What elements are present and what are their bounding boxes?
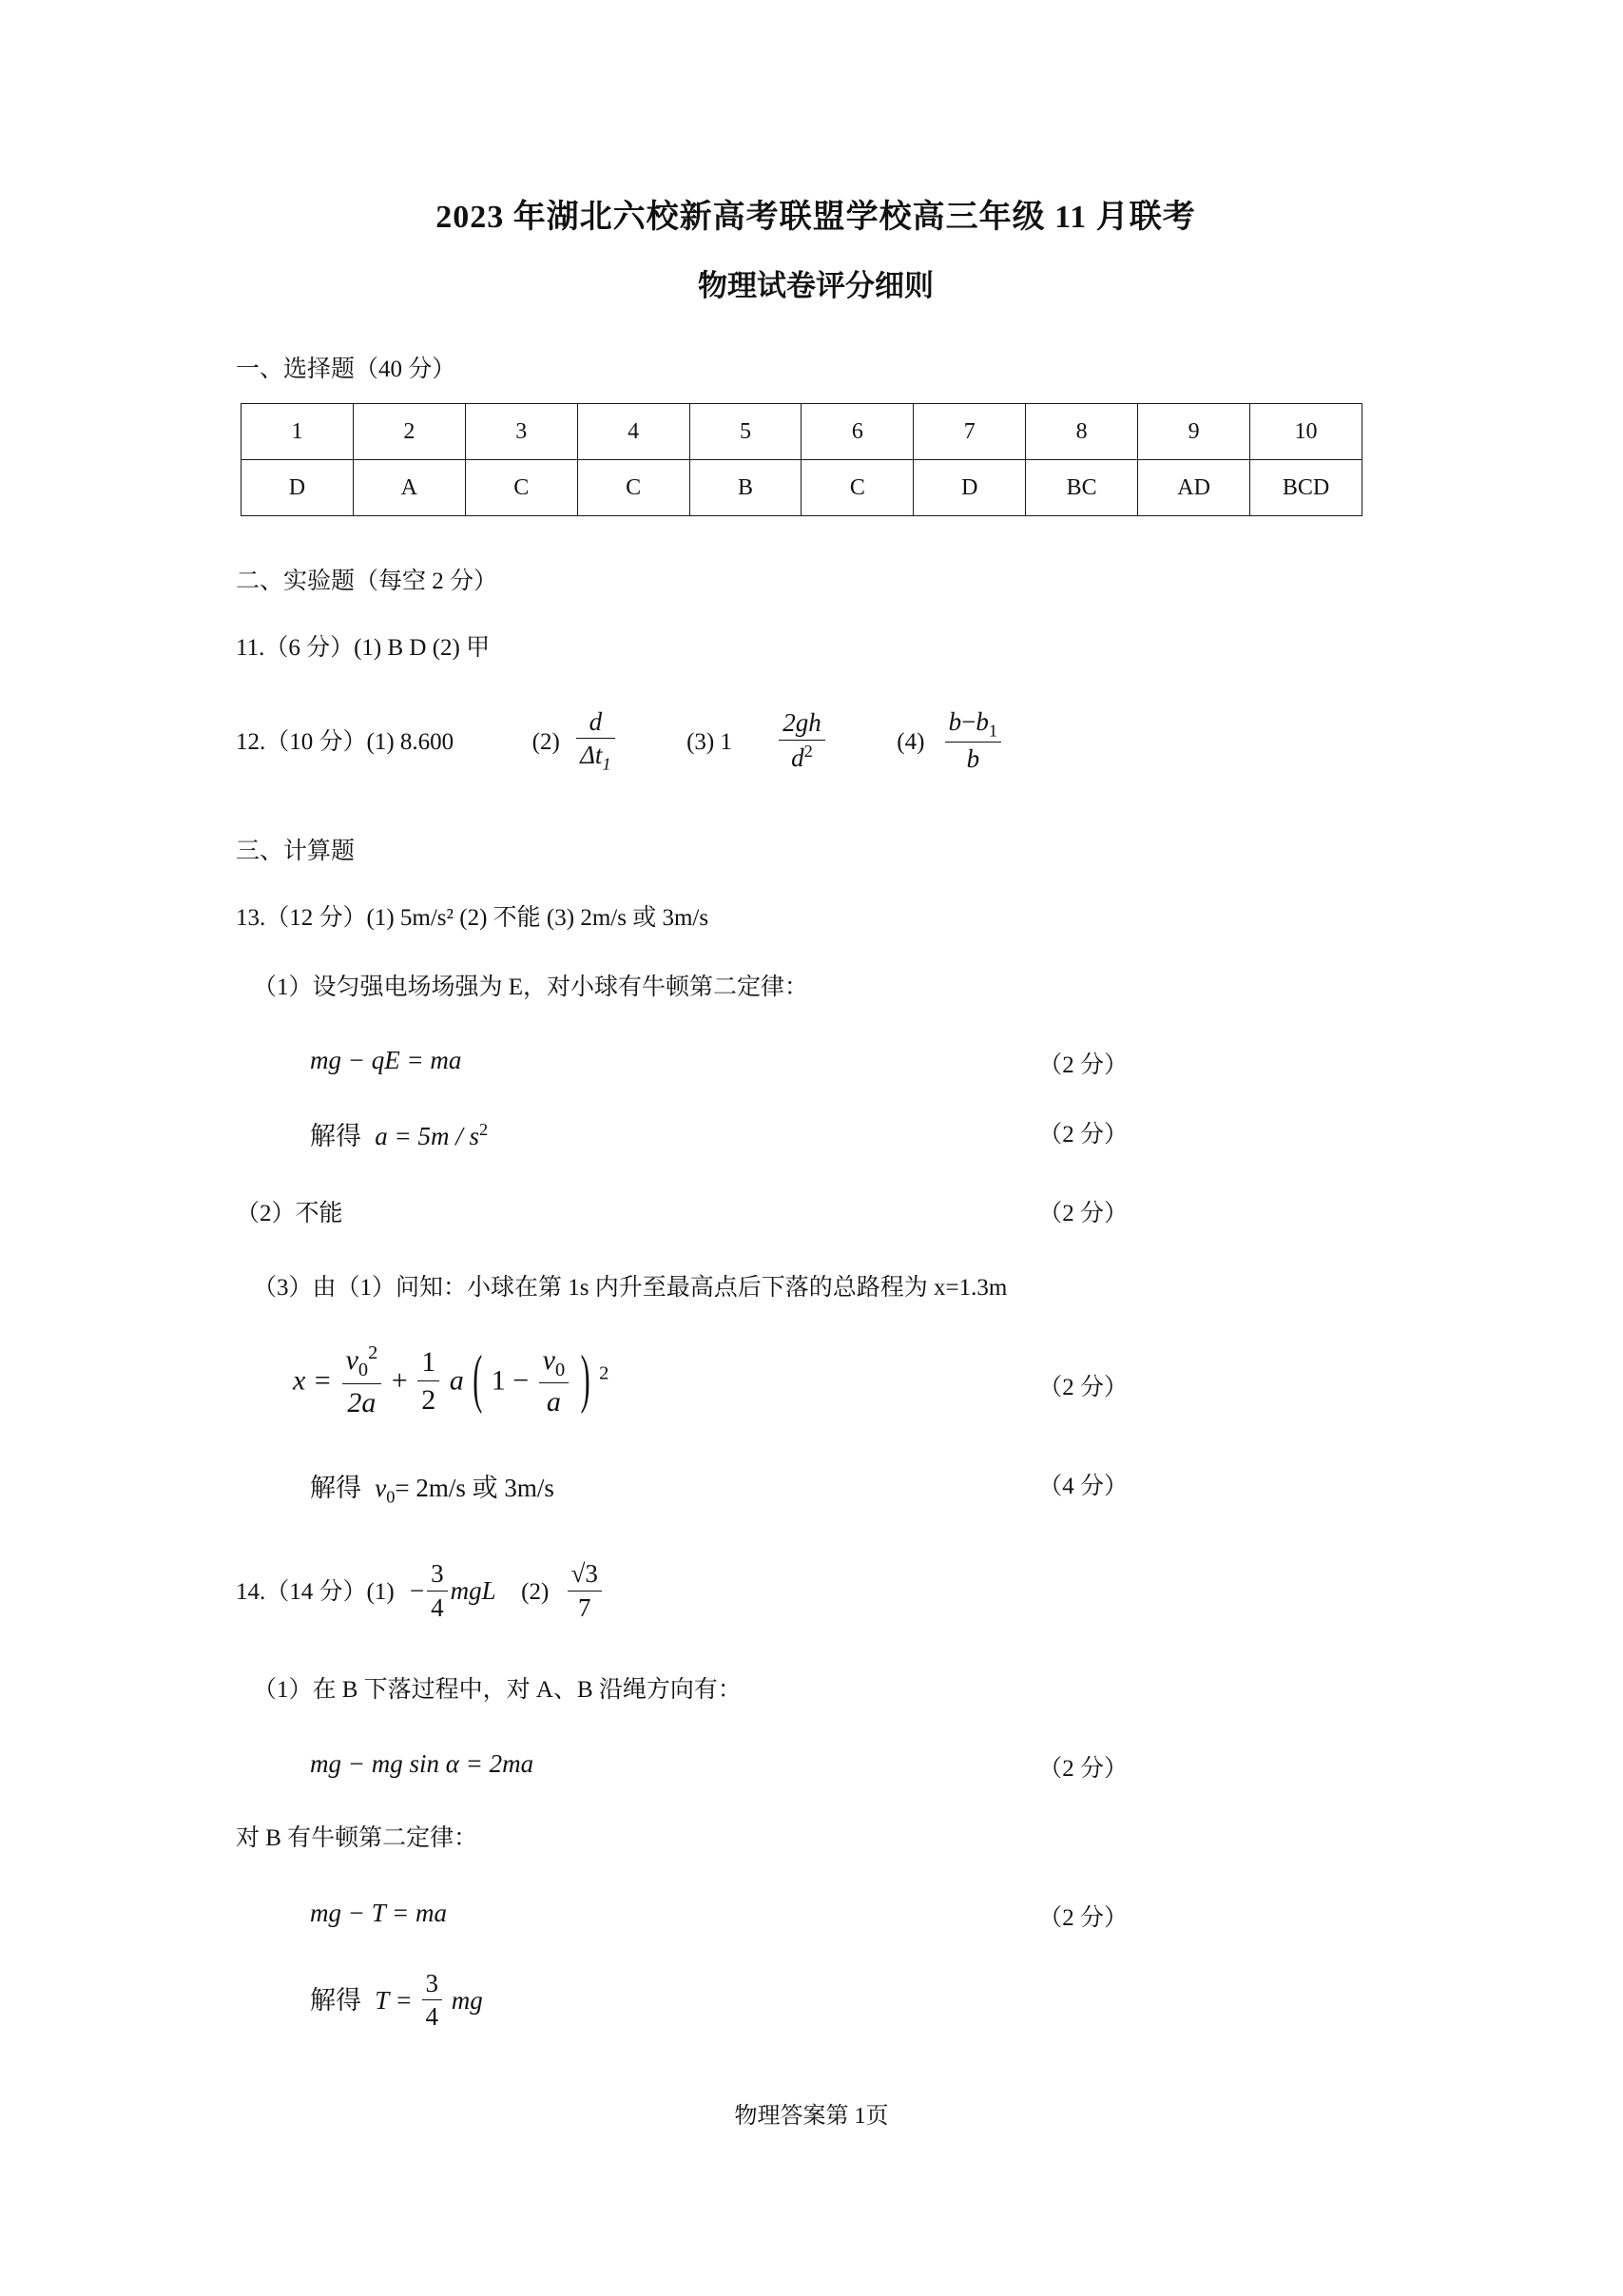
q12-part4-label: (4) bbox=[897, 728, 925, 755]
q13-eq3-f2-num: 1 bbox=[417, 1344, 439, 1381]
q14-eq2: mg − T = ma bbox=[310, 1898, 447, 1927]
question-13-lead: 13.（12 分）(1) 5m/s² (2) 不能 (3) 2m/s 或 3m/s bbox=[236, 904, 709, 931]
q13-eq3-f2-den: 2 bbox=[421, 1383, 436, 1416]
section-heading-calculation: 三、计算题 bbox=[236, 838, 356, 864]
table-row-answers bbox=[242, 460, 1362, 516]
q13-eq3-f1-num: v bbox=[345, 1344, 358, 1376]
q14-lead-frac1-num: 3 bbox=[427, 1558, 448, 1592]
q13-step2-text: （2）不能 bbox=[236, 1200, 343, 1226]
q12-part3-den-sup: 2 bbox=[803, 741, 813, 761]
q13-step1-text: （1）设匀强电场场强为 E，对小球有牛顿第二定律： bbox=[253, 974, 809, 1000]
table-row-numbers bbox=[242, 404, 1362, 460]
q13-eq3 bbox=[293, 1343, 609, 1423]
q12-part2-num: d bbox=[576, 706, 615, 740]
q12-part3-num: 2gh bbox=[779, 707, 825, 741]
q14-lead-b: (2) bbox=[521, 1579, 550, 1606]
table-cell-answer: D bbox=[242, 460, 354, 516]
q14-eq2-row bbox=[236, 1898, 1396, 1931]
q14-eq3-num: 3 bbox=[422, 1968, 443, 2001]
page-footer: 物理答案第 1页 bbox=[734, 2104, 889, 2129]
q12-part4-num-minus: − bbox=[961, 706, 976, 736]
q12-part3-fraction bbox=[776, 709, 828, 777]
q14-eq1-score: （2 分） bbox=[1038, 1756, 1128, 1783]
q13-eq3-plus: + bbox=[391, 1364, 408, 1397]
table-cell-answer: C bbox=[802, 460, 914, 516]
q14-lead-frac2-den: 7 bbox=[577, 1592, 591, 1622]
table-cell-answer: C bbox=[465, 460, 577, 516]
q13-eq3-f1-den: 2a bbox=[347, 1386, 377, 1418]
q13-step2-row bbox=[236, 1194, 1396, 1228]
q12-part2-fraction bbox=[573, 708, 618, 779]
q13-eq3-f1-num-sub: 0 bbox=[357, 1360, 369, 1380]
q13-eq4: $v_0= 2m/s$ 或 3m/s bbox=[375, 1473, 554, 1506]
table-cell-number: 4 bbox=[577, 404, 689, 460]
q14-eq3-tail: mg bbox=[451, 1985, 483, 2015]
q13-eq3-inner-lead: 1 − bbox=[491, 1364, 530, 1397]
table-cell-answer: AD bbox=[1138, 460, 1250, 516]
q14-step2-text: 对 B 有牛顿第二定律： bbox=[236, 1825, 478, 1852]
q14-eq3 bbox=[375, 1970, 483, 2036]
table-cell-number: 8 bbox=[1026, 404, 1138, 460]
q14-eq1: mg − mg sin α = 2ma bbox=[310, 1749, 534, 1779]
q13-eq4-score: （4 分） bbox=[1038, 1473, 1128, 1499]
q12-part4-den: b bbox=[966, 744, 980, 774]
q13-eq3-f3-den: a bbox=[546, 1386, 561, 1418]
q13-eq1-row bbox=[236, 1045, 1396, 1078]
q13-eq3-row bbox=[236, 1343, 1396, 1423]
question-12 bbox=[236, 708, 1396, 779]
q13-eq2-score: （2 分） bbox=[1038, 1121, 1128, 1148]
q14-eq3-prefix: 解得 bbox=[310, 1985, 361, 2015]
q12-part2-label: (2) bbox=[531, 728, 560, 755]
table-cell-number: 6 bbox=[802, 404, 914, 460]
q13-eq1: mg − qE = ma bbox=[310, 1045, 462, 1074]
q13-step2-score: （2 分） bbox=[1038, 1200, 1128, 1226]
q14-lead-frac2 bbox=[565, 1560, 605, 1627]
answer-table bbox=[241, 403, 1362, 516]
page-title: 2023 年湖北六校新高考联盟学校高三年级 11 月联考 bbox=[435, 200, 1196, 235]
q12-part3-label: (3) 1 bbox=[686, 728, 733, 755]
q12-part4-num-b-sub: 1 bbox=[988, 721, 998, 741]
q14-lead-a: 14.（14 分）(1) bbox=[236, 1579, 395, 1606]
table-cell-number: 2 bbox=[353, 404, 465, 460]
q13-eq3-f3-num-sub: 0 bbox=[554, 1359, 566, 1380]
document-content bbox=[236, 190, 1396, 2036]
table-cell-number: 7 bbox=[914, 404, 1026, 460]
q13-eq3-a: a bbox=[449, 1364, 464, 1397]
q13-eq1-score: （2 分） bbox=[1038, 1052, 1128, 1078]
table-cell-number: 5 bbox=[689, 404, 802, 460]
table-cell-answer: D bbox=[914, 460, 1026, 516]
q13-eq2-row bbox=[236, 1115, 1396, 1152]
q14-lead-frac1 bbox=[410, 1560, 496, 1627]
table-cell-number: 9 bbox=[1138, 404, 1250, 460]
q14-lead-frac1-tail: mgL bbox=[450, 1576, 496, 1606]
q12-part2-den: Δt bbox=[580, 741, 603, 770]
q12-part4-num-b: b bbox=[976, 706, 989, 736]
q13-eq3-paren-left: ( bbox=[473, 1342, 483, 1416]
q14-eq3-den: 4 bbox=[425, 2002, 438, 2032]
q13-eq2-prefix: 解得 bbox=[310, 1121, 361, 1150]
table-cell-number: 3 bbox=[465, 404, 577, 460]
table-cell-answer: B bbox=[689, 460, 802, 516]
table-cell-answer: C bbox=[577, 460, 689, 516]
q14-eq3-lhs: T = bbox=[375, 1985, 413, 2015]
table-cell-number: 1 bbox=[242, 404, 354, 460]
q13-eq4-prefix: 解得 bbox=[310, 1473, 361, 1502]
question-11: 11.（6 分）(1) B D (2) 甲 bbox=[236, 635, 491, 661]
q14-lead-frac1-den: 4 bbox=[431, 1592, 444, 1622]
section-heading-choice: 一、选择题（40 分） bbox=[236, 357, 456, 382]
q13-step3-text: （3）由（1）问知：小球在第 1s 内升至最高点后下落的总路程为 x=1.3m bbox=[253, 1274, 1008, 1301]
q12-part2-den-sub: 1 bbox=[602, 754, 611, 774]
q14-eq1-row bbox=[236, 1749, 1396, 1783]
q13-eq3-lhs: x = bbox=[293, 1364, 333, 1397]
question-14-lead bbox=[236, 1560, 1396, 1627]
q14-eq2-score: （2 分） bbox=[1038, 1904, 1128, 1931]
table-cell-answer: BCD bbox=[1250, 460, 1362, 516]
q14-eq3-row bbox=[236, 1970, 1396, 2036]
page-subtitle: 物理试卷评分细则 bbox=[698, 269, 934, 302]
q13-eq4-row bbox=[236, 1467, 1396, 1507]
q13-eq3-outer-sup: 2 bbox=[599, 1362, 609, 1384]
q14-lead-frac1-sign: − bbox=[409, 1576, 425, 1606]
table-cell-answer: A bbox=[353, 460, 465, 516]
q12-lead: 12.（10 分）(1) 8.600 bbox=[236, 728, 454, 755]
q13-eq3-paren-right: ) bbox=[580, 1342, 590, 1416]
q13-eq3-score: （2 分） bbox=[1038, 1375, 1128, 1400]
q13-eq2-sup: 2 bbox=[478, 1119, 489, 1139]
table-cell-answer: BC bbox=[1026, 460, 1138, 516]
q12-part4-fraction bbox=[942, 708, 1004, 778]
q12-part3-den: d bbox=[791, 743, 804, 772]
q12-part4-num-a: b bbox=[948, 706, 962, 736]
q13-eq3-f3-num: v bbox=[542, 1343, 555, 1376]
q13-eq2: $a = 5m / s^2$ bbox=[375, 1119, 489, 1150]
q14-step1-text: （1）在 B 下落过程中，对 A、B 沿绳方向有： bbox=[253, 1676, 742, 1703]
section-heading-experiment: 二、实验题（每空 2 分） bbox=[236, 569, 498, 594]
q14-lead-frac2-num: √3 bbox=[568, 1558, 602, 1592]
q13-eq3-f1-num-sup: 2 bbox=[368, 1342, 378, 1363]
table-cell-number: 10 bbox=[1250, 404, 1362, 460]
